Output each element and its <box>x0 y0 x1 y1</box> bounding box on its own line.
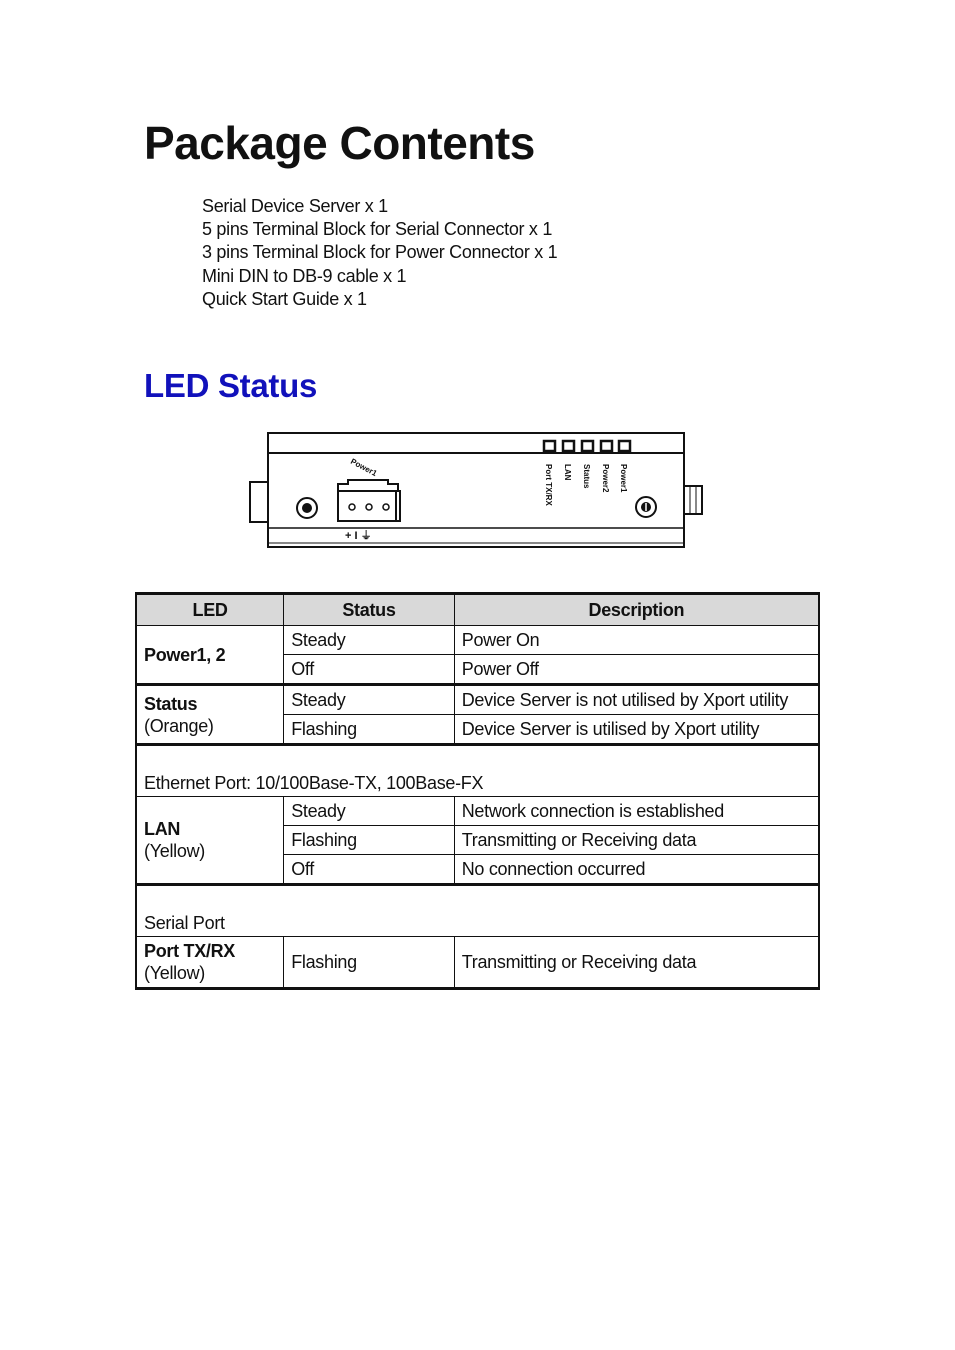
led-name: LAN <box>144 819 181 839</box>
column-header-led: LED <box>136 594 284 626</box>
table-section-row <box>136 885 819 937</box>
list-item: Serial Device Server x 1 <box>202 196 388 216</box>
list-item: Quick Start Guide x 1 <box>202 288 367 309</box>
device-front-panel-diagram <box>246 430 708 552</box>
led-square <box>563 441 574 451</box>
led-square <box>601 441 612 451</box>
status-cell: Steady <box>284 797 455 826</box>
terminal-block-top <box>338 480 398 491</box>
table-row <box>136 937 819 989</box>
status-cell: Steady <box>284 626 455 655</box>
section-label-ethernet: Ethernet Port: 10/100Base-TX, 100Base-FX <box>136 745 819 797</box>
led-label-port-txrx: Port TX/RX <box>544 464 553 506</box>
led-status-table <box>135 592 820 990</box>
status-cell: Flashing <box>284 937 455 989</box>
list-item: 3 pins Terminal Block for Power Connector x 1 <box>202 242 558 263</box>
description-cell: Power On <box>454 626 819 655</box>
device-illustration <box>246 430 708 552</box>
led-label-lan: LAN <box>563 464 572 481</box>
package-contents-list <box>202 195 557 311</box>
description-cell: Device Server is utilised by Xport utility <box>454 715 819 745</box>
status-cell: Off <box>284 855 455 885</box>
table-row <box>136 626 819 655</box>
terminal-pin <box>366 504 372 510</box>
led-name: Status <box>144 693 198 714</box>
status-cell: Flashing <box>284 715 455 745</box>
description-cell: No connection occurred <box>454 855 819 885</box>
description-cell: Transmitting or Receiving data <box>454 826 819 855</box>
description-cell: Network connection is established <box>454 797 819 826</box>
led-cell-status <box>136 685 284 745</box>
list-item: 5 pins Terminal Block for Serial Connector x 1 <box>202 219 553 240</box>
led-square <box>582 441 593 451</box>
led-label-status: Status <box>582 464 591 489</box>
led-color: (Orange) <box>144 715 214 736</box>
left-mount-bracket <box>250 482 268 522</box>
status-cell: Steady <box>284 685 455 715</box>
section-heading-led-status: LED Status <box>144 367 318 404</box>
table-header-row <box>136 594 819 626</box>
led-cell-lan <box>136 797 284 885</box>
led-cell-power <box>136 626 284 685</box>
table-row <box>136 685 819 715</box>
connector-symbols: + I ⏚ <box>345 530 372 542</box>
led-name: Port TX/RX <box>144 941 236 961</box>
description-cell: Transmitting or Receiving data <box>454 937 819 989</box>
list-item: Mini DIN to DB-9 cable x 1 <box>202 265 407 286</box>
column-header-status: Status <box>284 594 455 626</box>
table-row <box>136 797 819 826</box>
led-color: (Yellow) <box>144 841 205 861</box>
right-connector <box>684 486 702 514</box>
table-section-row <box>136 745 819 797</box>
power-connector-label: Power1 <box>349 456 379 479</box>
section-label-serial: Serial Port <box>136 885 819 937</box>
led-color: (Yellow) <box>144 963 205 983</box>
led-square <box>544 441 555 451</box>
status-cell: Off <box>284 655 455 685</box>
column-header-description: Description <box>454 594 819 626</box>
page-title: Package Contents <box>144 117 535 169</box>
terminal-pin <box>349 504 355 510</box>
status-cell: Flashing <box>284 826 455 855</box>
led-label-power2: Power2 <box>601 464 610 493</box>
description-cell: Power Off <box>454 655 819 685</box>
terminal-pin <box>383 504 389 510</box>
led-cell-port <box>136 937 284 989</box>
description-cell: Device Server is not utilised by Xport utility <box>454 685 819 715</box>
led-square <box>619 441 630 451</box>
led-label-power1: Power1 <box>619 464 628 493</box>
led-name: Power1, 2 <box>144 644 226 665</box>
